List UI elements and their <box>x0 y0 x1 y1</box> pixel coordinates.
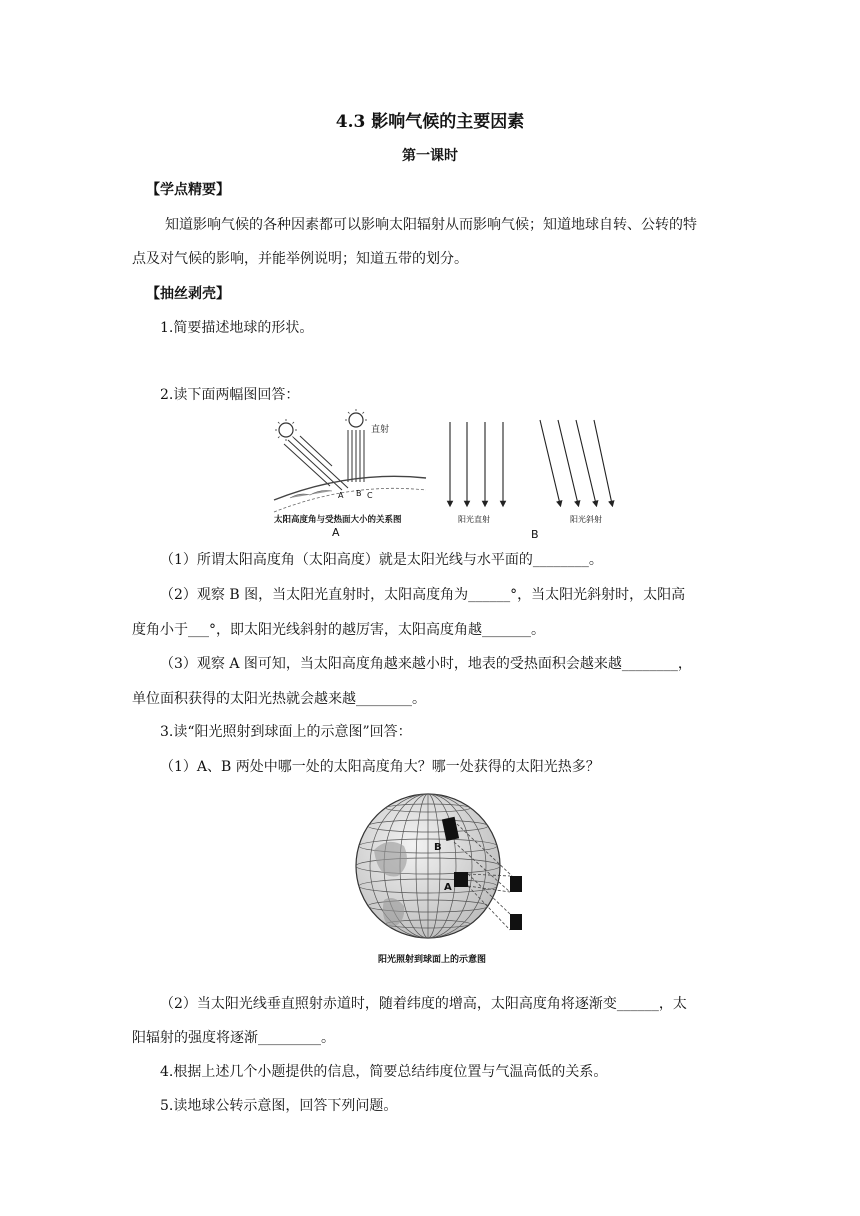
globe-label-a: A <box>444 882 452 893</box>
question-4: 4.根据上述几个小题提供的信息，简要总结纬度位置与气温高低的关系。 <box>160 1064 608 1080</box>
incoming-light-square-upper <box>510 876 522 892</box>
question-1: 1.简要描述地球的形状。 <box>160 320 314 336</box>
figure-a-direct-label: 直射 <box>371 425 390 435</box>
question-2-1: （1）所谓太阳高度角（太阳高度）就是太阳光线与水平面的________。 <box>160 552 603 568</box>
figure-a-point-a: A <box>338 491 344 500</box>
key-points-line-1: 知道影响气候的各种因素都可以影响太阳辐射从而影响气候；知道地球自转、公转的特 <box>165 217 697 233</box>
oblique-sun-icon <box>275 419 297 441</box>
question-3-2-line-2: 阳辐射的强度将逐渐_________。 <box>132 1030 335 1046</box>
globe-caption: 阳光照射到球面上的示意图 <box>378 955 487 965</box>
question-3: 3.读“阳光照射到球面上的示意图”回答： <box>160 724 412 740</box>
question-3-2-line-1: （2）当太阳光线垂直照射赤道时，随着纬度的增高，太阳高度角将逐渐变______，太 <box>160 996 687 1012</box>
figure-a-sun-angle-diagram <box>270 408 430 540</box>
section-heading-exercises: 【抽丝剥壳】 <box>146 286 230 302</box>
figure-b-letter: B <box>531 528 539 541</box>
figure-b-direct-label: 阳光直射 <box>458 515 490 524</box>
direct-sun-icon <box>345 409 367 427</box>
direct-rays <box>348 430 364 482</box>
question-2-3-line-1: （3）观察 A 图可知，当太阳高度角越来越小时，地表的受热面积会越来越________， <box>160 656 692 672</box>
question-3-1: （1）A、B 两处中哪一处的太阳高度角大？哪一处获得的太阳光热多？ <box>160 759 600 775</box>
question-2-3-line-2: 单位面积获得的太阳光热就会越来越________。 <box>132 691 426 707</box>
figure-globe-sunlight <box>344 790 544 970</box>
figure-a-caption: 太阳高度角与受热面大小的关系图 <box>274 515 402 525</box>
globe-label-b: B <box>434 842 442 853</box>
figure-a-point-c: C <box>367 491 373 500</box>
oblique-ray-lines <box>540 420 612 504</box>
key-points-line-2: 点及对气候的影响，并能举例说明；知道五带的划分。 <box>132 251 468 267</box>
question-5: 5.读地球公转示意图，回答下列问题。 <box>160 1098 398 1114</box>
direct-ray-lines <box>450 422 503 504</box>
figure-a-letter: A <box>332 526 340 539</box>
section-heading-key-points: 【学点精要】 <box>146 182 230 198</box>
lesson-subtitle: 第一课时 <box>402 148 458 164</box>
question-2-2-line-1: （2）观察 B 图，当太阳光直射时，太阳高度角为______°，当太阳光斜射时，太阳高 <box>160 587 686 603</box>
patch-a <box>454 872 468 887</box>
document-title: 4.3 影响气候的主要因素 <box>335 112 525 132</box>
incoming-light-square-lower <box>510 914 522 930</box>
question-2-2-line-2: 度角小于___°，即太阳光线斜射的越厉害，太阳高度角越_______。 <box>132 622 545 638</box>
figure-b-oblique-label: 阳光斜射 <box>570 515 602 524</box>
figure-a-point-b: B <box>356 489 362 498</box>
figure-b-direct-oblique-rays <box>436 416 622 542</box>
question-2: 2.读下面两幅图回答： <box>160 387 300 403</box>
